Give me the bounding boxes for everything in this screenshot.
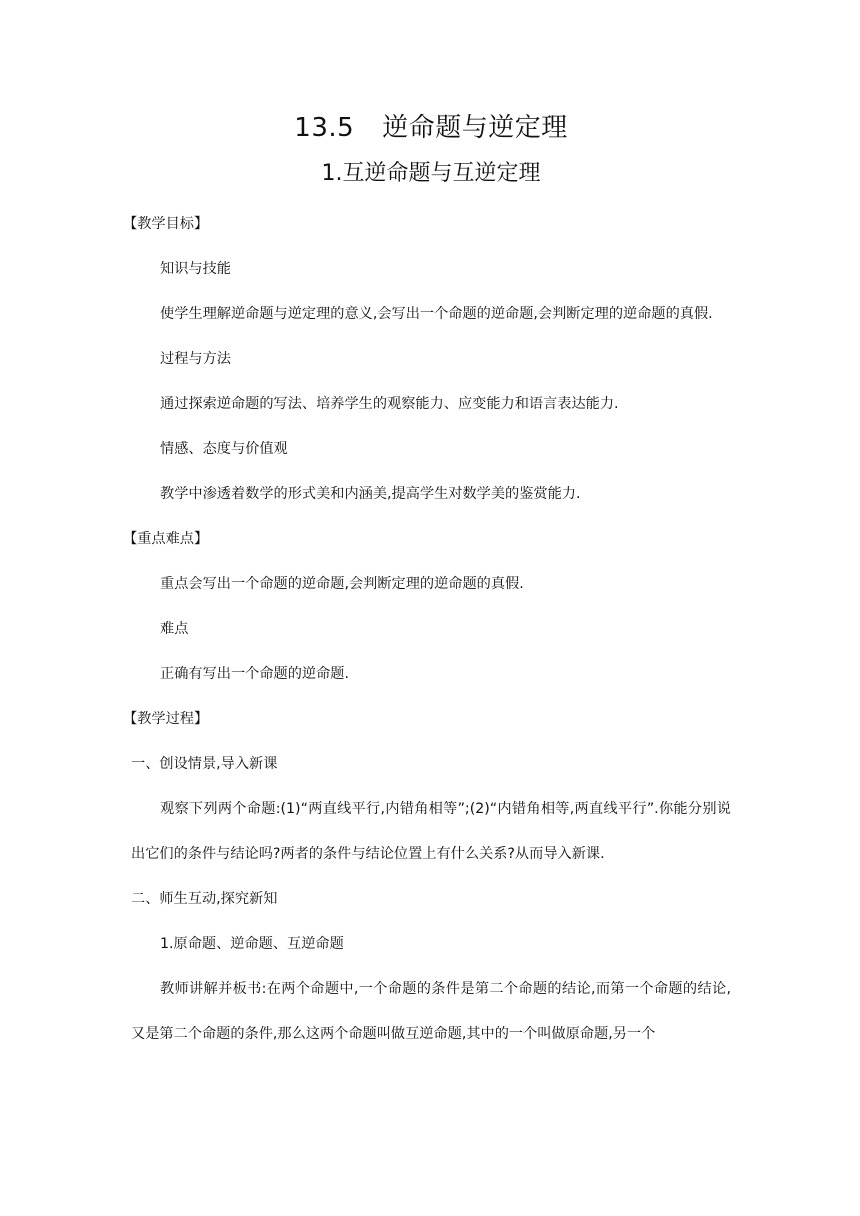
knowledge-text: 使学生理解逆命题与逆定理的意义,会写出一个命题的逆命题,会判断定理的逆命题的真假. bbox=[160, 306, 713, 322]
emotion-text: 教学中渗透着数学的形式美和内涵美,提高学生对数学美的鉴赏能力. bbox=[160, 486, 581, 502]
keypoint-text: 重点会写出一个命题的逆命题,会判断定理的逆命题的真假. bbox=[160, 576, 524, 592]
page-title bbox=[131, 104, 731, 152]
document-content bbox=[123, 104, 731, 1057]
part1-text: 观察下列两个命题:(1)“两直线平行,内错角相等”;(2)“内错角相等,两直线平行”.你能分别说出它们的条件与结论吗?两者的条件与结论位置上有什么关系?从而导入新课. bbox=[131, 801, 731, 862]
part2-heading: 二、师生互动,探究新知 bbox=[131, 891, 278, 907]
goals-heading: 【教学目标】 bbox=[123, 216, 209, 232]
difficulty-text: 正确有写出一个命题的逆命题. bbox=[160, 666, 349, 682]
keypoints-heading: 【重点难点】 bbox=[123, 531, 209, 547]
part1-heading: 一、创设情景,导入新课 bbox=[131, 756, 278, 772]
process-text: 通过探索逆命题的写法、培养学生的观察能力、应变能力和语言表达能力. bbox=[160, 396, 619, 412]
title-text: 逆命题与逆定理 bbox=[382, 113, 568, 143]
title-number: 13.5 bbox=[294, 113, 355, 143]
part2-text: 教师讲解并板书:在两个命题中,一个命题的条件是第二个命题的结论,而第一个命题的结论,又是第二个命题的条件,那么这两个命题叫做互逆命题,其中的一个叫做原命题,另一个 bbox=[131, 981, 731, 1042]
emotion-heading: 情感、态度与价值观 bbox=[160, 441, 288, 457]
process-heading: 过程与方法 bbox=[160, 351, 231, 367]
part2-sub-heading: 1.原命题、逆命题、互逆命题 bbox=[160, 936, 344, 952]
knowledge-heading: 知识与技能 bbox=[160, 261, 231, 277]
difficulty-heading: 难点 bbox=[160, 621, 189, 637]
procedure-heading: 【教学过程】 bbox=[123, 711, 209, 727]
page-subtitle: 1.互逆命题与互逆定理 bbox=[321, 161, 541, 186]
